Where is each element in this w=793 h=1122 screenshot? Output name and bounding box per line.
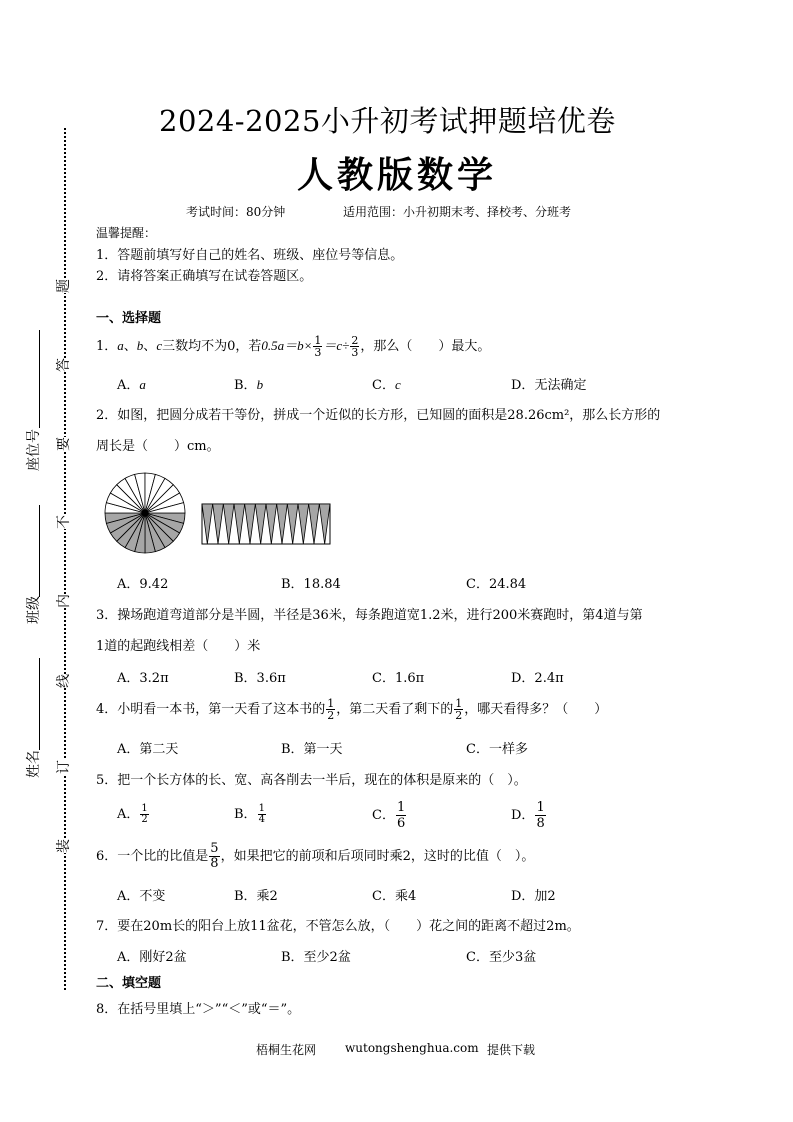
q8-text: 8．在括号里填上“＞”“＜”或“＝”。 xyxy=(96,1002,301,1017)
q7-option-c[interactable]: C．至少3盆 xyxy=(466,950,537,965)
footer-site: 梧桐生花网 xyxy=(256,1043,317,1057)
q3-option-c[interactable]: C．1.6π xyxy=(372,671,425,686)
q6-text-b: ，如果把它的前项和后项同时乘2，这时的比值（ ）。 xyxy=(220,849,535,864)
q3-line-2: 1道的起跑线相差（ ）米 xyxy=(96,639,261,654)
binding-char-da: 答 xyxy=(53,358,73,372)
q1-option-d-label: D． xyxy=(511,378,535,393)
q7-option-b[interactable]: B．至少2盆 xyxy=(281,950,351,965)
seat-field-line xyxy=(39,330,40,428)
q4-text-c: ，哪天看得多？（ ） xyxy=(464,702,608,717)
q1-option-c[interactable] xyxy=(372,374,401,393)
q5-option-d-label: D． xyxy=(511,808,535,823)
notice-item-1: 1．答题前填写好自己的姓名、班级、座位号等信息。 xyxy=(96,248,404,263)
q1-expr-b: ＝c÷ xyxy=(323,338,350,353)
q5-d-num: 1 xyxy=(536,800,545,815)
q1-var-b: b xyxy=(136,338,144,353)
footer-note: 提供下载 xyxy=(487,1043,536,1057)
q2-rectangle-figure xyxy=(201,502,331,546)
q1-sep-1: 、 xyxy=(123,339,137,354)
page-subtitle: 人教版数学 xyxy=(297,154,498,196)
binding-char-xian: 线 xyxy=(53,674,73,688)
q4-frac2-num: 1 xyxy=(455,697,463,710)
q5-option-d-fraction xyxy=(535,800,545,831)
q5-option-a-label: A． xyxy=(117,807,140,822)
q5-c-num: 1 xyxy=(396,800,406,815)
q5-a-num: 1 xyxy=(141,803,148,814)
section-heading-fill: 二、填空题 xyxy=(96,976,162,991)
q1-option-d-value: 无法确定 xyxy=(534,378,587,393)
q1-fraction-2 xyxy=(350,335,359,358)
q1-frac1-num: 1 xyxy=(314,334,322,347)
q5-option-c-label: C． xyxy=(372,808,395,823)
q1-option-d[interactable] xyxy=(511,374,586,393)
q4-fraction-2 xyxy=(454,698,463,721)
section-heading-choice: 一、选择题 xyxy=(96,311,162,326)
question-6 xyxy=(96,842,534,871)
binding-char-ti: 题 xyxy=(53,279,73,293)
q2-option-a[interactable]: A．9.42 xyxy=(117,577,169,592)
q5-option-a-fraction xyxy=(140,804,148,825)
q2-circle-figure xyxy=(103,471,187,555)
q5-option-d[interactable] xyxy=(511,800,547,831)
q2-line-1: 2．如图，把圆分成若干等份，拼成一个近似的长方形，已知圆的面积是28.26cm²，那么长方形的 xyxy=(96,408,661,423)
question-4 xyxy=(96,698,607,722)
q4-frac1-den: 2 xyxy=(327,709,335,722)
q3-option-b[interactable]: B．3.6π xyxy=(234,671,286,686)
q1-option-b-label: B． xyxy=(234,378,257,393)
q1-option-a-label: A． xyxy=(117,378,140,393)
q4-option-c[interactable]: C．一样多 xyxy=(466,742,528,757)
q5-a-den: 2 xyxy=(141,814,148,825)
q1-var-c: c xyxy=(156,338,163,353)
class-field-label: 班级 xyxy=(26,596,42,624)
page-title: 2024-2025小升初考试押题培优卷 xyxy=(159,104,616,138)
q4-fraction-1 xyxy=(326,698,335,721)
notice-item-2: 2．请将答案正确填写在试卷答题区。 xyxy=(96,269,313,284)
q4-text-b: ，第二天看了剩下的 xyxy=(336,702,454,717)
q3-option-d[interactable]: D．2.4π xyxy=(511,671,564,686)
seat-field-label: 座位号 xyxy=(26,429,42,471)
binding-dotted-line xyxy=(64,128,66,990)
q6-frac-den: 8 xyxy=(210,856,219,871)
q5-b-num: 1 xyxy=(258,803,265,814)
q1-option-c-value: c xyxy=(394,377,401,392)
q1-frac1-den: 3 xyxy=(314,346,322,359)
class-field-line xyxy=(39,505,40,597)
q1-sep-2: 、 xyxy=(143,339,157,354)
q7-text: 7．要在20m长的阳台上放11盆花，不管怎么放，（ ）花之间的距离不超过2m。 xyxy=(96,919,580,934)
binding-char-nei: 内 xyxy=(53,594,73,608)
q1-text-a: 三数均不为0，若 xyxy=(162,339,262,354)
q6-text-a: 6．一个比的比值是 xyxy=(96,849,209,864)
q1-expr-a: 0.5a＝b× xyxy=(261,338,313,353)
q1-option-a-value: a xyxy=(139,377,146,392)
q5-text: 5．把一个长方体的长、宽、高各削去一半后，现在的体积是原来的（ ）。 xyxy=(96,773,527,788)
q6-frac-num: 5 xyxy=(210,841,219,856)
q3-line-1: 3．操场跑道弯道部分是半圆，半径是36米，每条跑道宽1.2米，进行200米赛跑时，第4道与第 xyxy=(96,608,643,623)
name-field-line xyxy=(39,658,40,750)
binding-char-bu: 不 xyxy=(53,515,73,529)
q5-option-b[interactable] xyxy=(234,800,267,830)
q5-option-b-label: B． xyxy=(234,807,257,822)
question-1 xyxy=(96,334,490,359)
exam-time: 考试时间：80分钟 xyxy=(186,205,286,219)
binding-char-ding: 订 xyxy=(53,760,73,774)
q4-text-a: 4．小明看一本书，第一天看了这本书的 xyxy=(96,702,326,717)
q1-option-c-label: C． xyxy=(372,378,395,393)
q6-option-c[interactable]: C．乘4 xyxy=(372,889,417,904)
q6-option-b[interactable]: B．乘2 xyxy=(234,889,278,904)
q5-d-den: 8 xyxy=(536,816,545,831)
q4-frac2-den: 2 xyxy=(455,709,463,722)
binding-char-zhuang: 装 xyxy=(53,839,73,853)
q1-option-a[interactable] xyxy=(117,374,146,393)
exam-scope: 适用范围：小升初期末考、择校考、分班考 xyxy=(343,205,572,219)
q5-option-c-fraction xyxy=(396,800,406,831)
q4-option-a[interactable]: A．第二天 xyxy=(117,742,179,757)
name-field-label: 姓名 xyxy=(26,750,42,778)
q3-option-a[interactable]: A．3.2π xyxy=(117,671,169,686)
q1-text-b: ，那么（ ）最大。 xyxy=(360,339,491,354)
q4-frac1-num: 1 xyxy=(327,697,335,710)
q1-option-b-value: b xyxy=(256,377,264,392)
footer-url[interactable]: wutongshenghua.com xyxy=(345,1041,479,1055)
q1-frac2-den: 3 xyxy=(351,346,359,359)
q6-fraction xyxy=(209,842,219,871)
q7-option-a[interactable]: A．刚好2盆 xyxy=(117,950,187,965)
q5-option-c[interactable] xyxy=(372,800,407,831)
q5-option-a[interactable] xyxy=(117,800,150,830)
q1-number: 1． xyxy=(96,339,118,354)
q1-var-a: a xyxy=(117,338,124,353)
q2-option-c[interactable]: C．24.84 xyxy=(466,577,527,592)
q2-line-2: 周长是（ ）cm。 xyxy=(96,439,220,454)
binding-char-yao: 要 xyxy=(53,437,73,451)
q6-option-d[interactable]: D．加2 xyxy=(511,889,556,904)
q2-option-b[interactable]: B．18.84 xyxy=(281,577,341,592)
q1-fraction-1 xyxy=(313,335,322,358)
q6-option-a[interactable]: A．不变 xyxy=(117,889,166,904)
q4-option-b[interactable]: B．第一天 xyxy=(281,742,343,757)
q5-c-den: 6 xyxy=(396,816,406,831)
q1-frac2-num: 2 xyxy=(351,334,359,347)
q5-option-b-fraction xyxy=(258,804,266,825)
q1-option-b[interactable] xyxy=(234,374,263,393)
q5-b-den: 4 xyxy=(258,814,265,825)
notice-heading: 温馨提醒： xyxy=(96,226,157,240)
